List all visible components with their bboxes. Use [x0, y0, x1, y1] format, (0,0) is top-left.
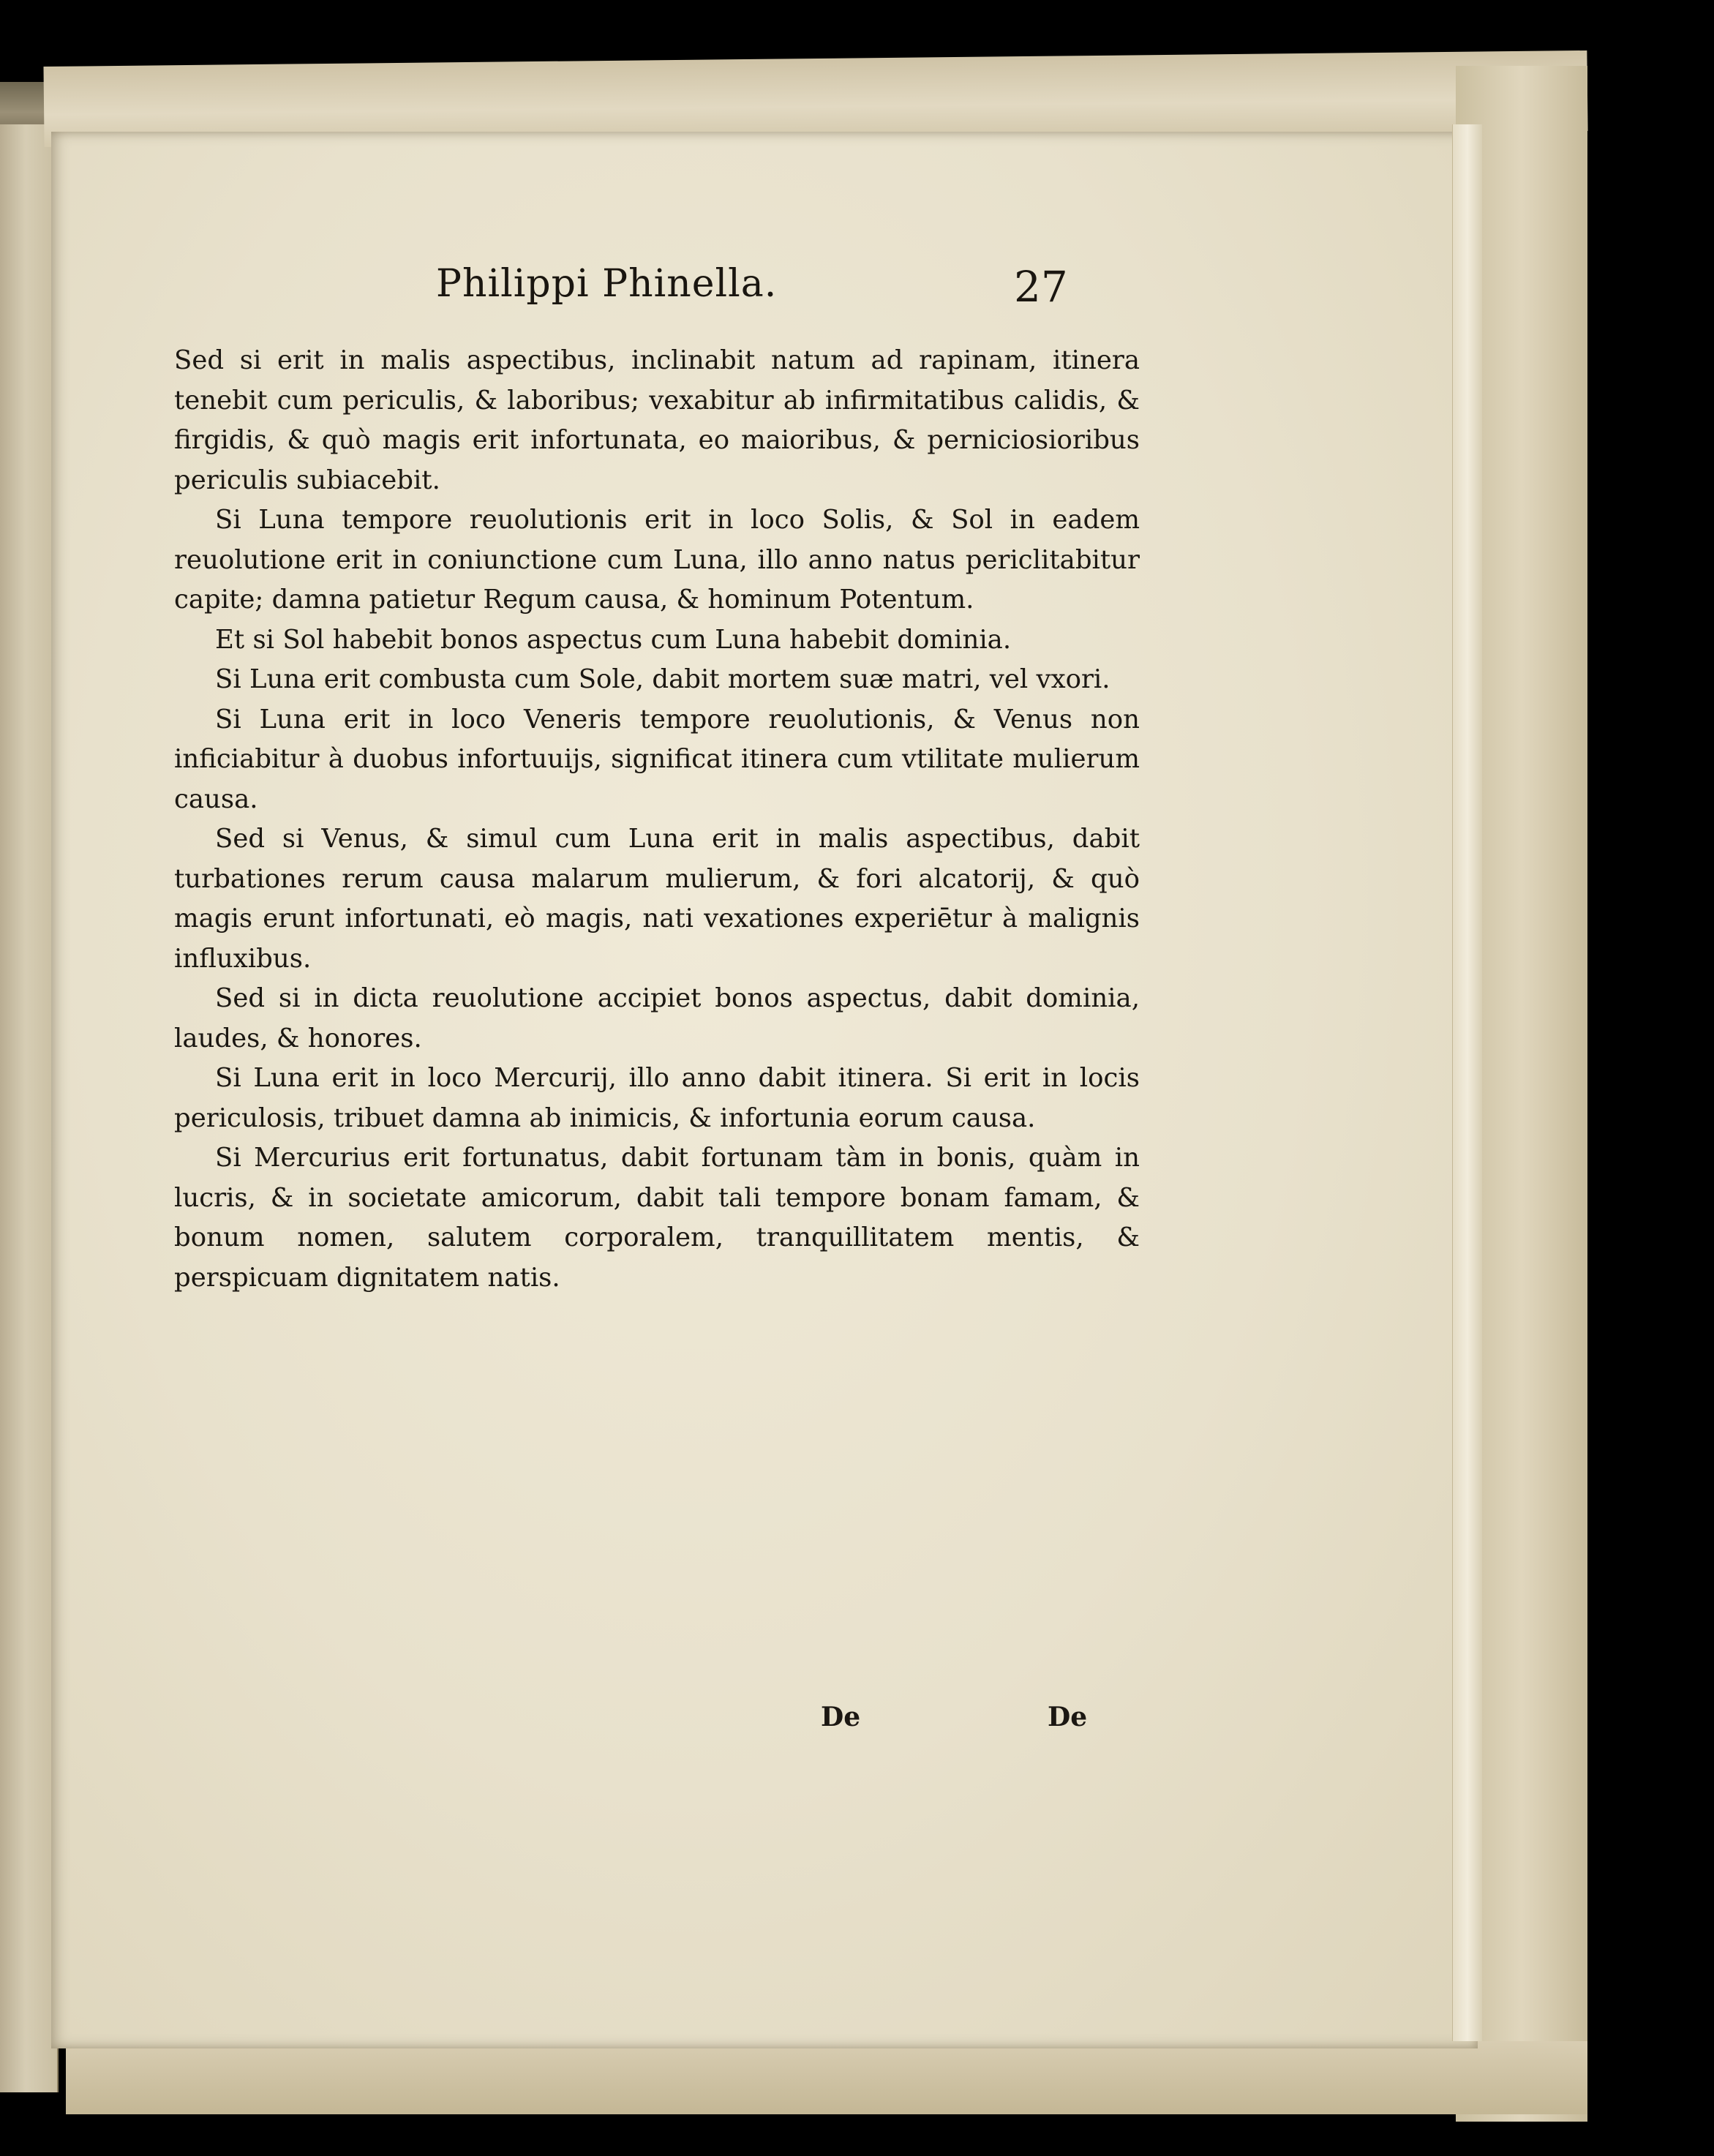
running-header — [436, 262, 1094, 320]
paragraph: Et si Sol habebit bonos aspectus cum Luna habebit dominia. — [215, 624, 1012, 655]
page-number: 27 — [1014, 262, 1068, 312]
paragraph: Sed si in dicta reuolutione accipiet bonos aspectus, dabit dominia, laudes, & honores. — [174, 983, 1140, 1053]
bottom-cover-edge — [66, 2041, 1587, 2114]
catchword: De — [1048, 1702, 1088, 1732]
paragraph: Si Luna erit in loco Veneris tempore reuolutionis, & Venus non inficiabitur à duobus infortuuijs, significat itinera cum vtilitate mulierum causa. — [174, 704, 1140, 814]
paragraph: Si Luna erit in loco Mercurij, illo anno dabit itinera. Si erit in locis periculosis, tribuet damna ab inimicis, & infortunia eorum causa. — [174, 1063, 1140, 1133]
body-text — [174, 341, 1140, 1298]
paragraph: Sed si erit in malis aspectibus, inclinabit natum ad rapinam, itinera tenebit cum periculis, & laboribus; vexabitur ab infirmitatibus calidis, & firgidis, & quò magis erit infortunata, eo maioribus, & perniciosioribus periculis subiacebit. — [174, 345, 1140, 495]
catchwords — [821, 1702, 1143, 1746]
paragraph: Si Mercurius erit fortunatus, dabit fortunam tàm in bonis, quàm in lucris, & in societate amicorum, dabit tali tempore bonam famam, & bonum nomen, salutem corporalem, tranquillitatem mentis, & perspicuam dignitatem natis. — [174, 1143, 1140, 1293]
paragraph: Sed si Venus, & simul cum Luna erit in malis aspectibus, dabit turbationes rerum causa malarum mulierum, & fori alcatorij, & quò magis erunt infortunati, eò magis, nati vexationes experiētur à malignis influxibus. — [174, 824, 1140, 974]
catchword: De — [821, 1702, 861, 1732]
paragraph: Si Luna tempore reuolutionis erit in loco Solis, & Sol in eadem reuolutione erit in coniunctione cum Luna, illo anno natus periclitabitur capite; damna patietur Regum causa, & hominum Potentum. — [174, 505, 1140, 615]
left-page-edge — [0, 124, 59, 2092]
running-title: Philippi Phinella. — [436, 262, 778, 306]
paragraph: Si Luna erit combusta cum Sole, dabit mortem suæ matri, vel vxori. — [215, 664, 1110, 694]
page-fold-edge — [1452, 124, 1482, 2041]
